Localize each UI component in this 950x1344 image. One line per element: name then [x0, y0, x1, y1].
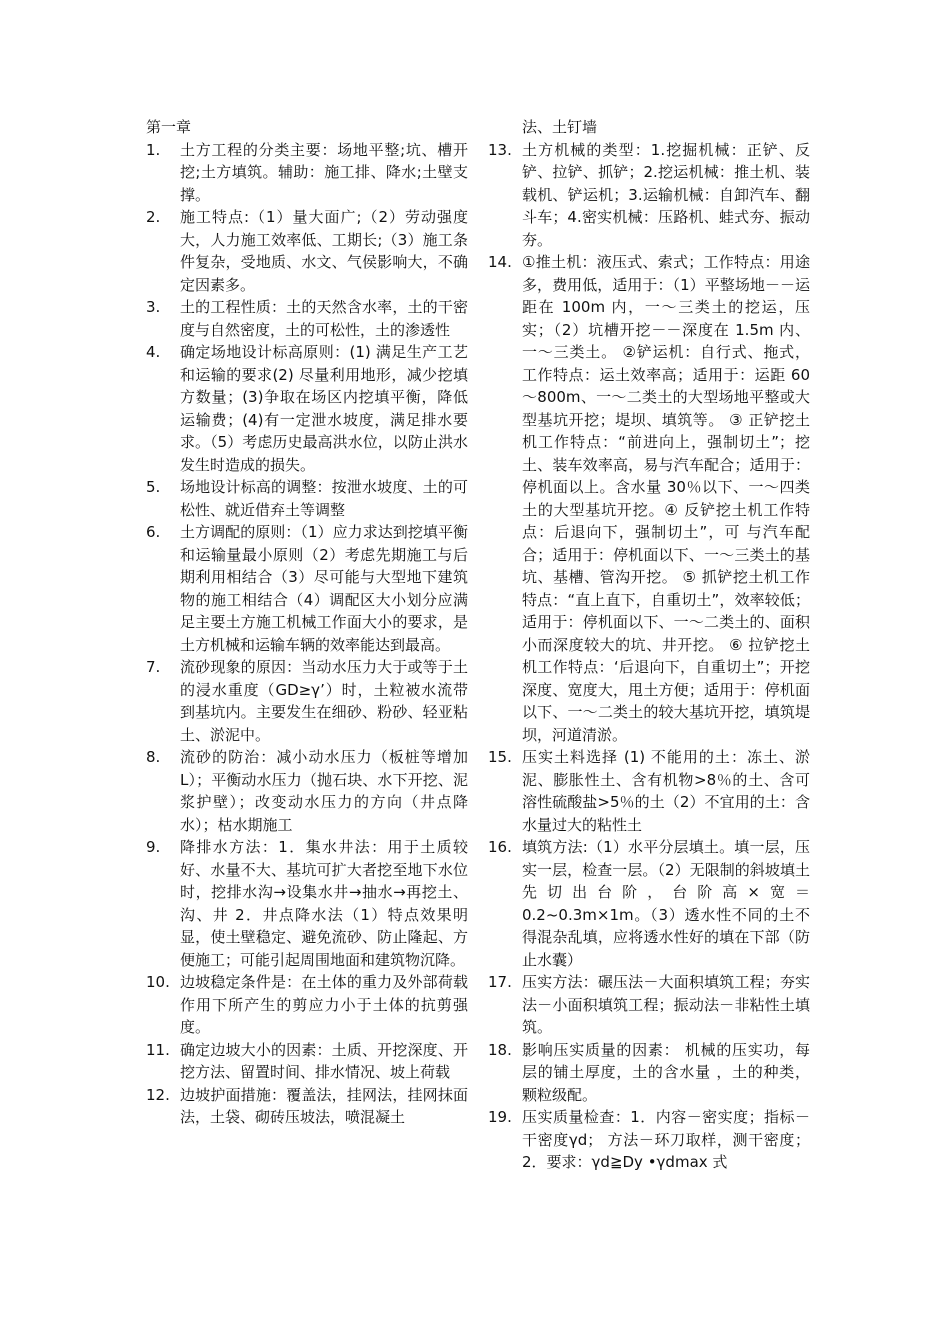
item-text: 压实土料选择 (1) 不能用的土：冻土、淤泥、膨胀性土、含有机物>8％的土、含可溶性硫酸盐>5％的土（2）不宜用的土：含水量过大的粘性土	[522, 748, 810, 834]
item-number: 5.	[146, 478, 161, 496]
list-item	[488, 836, 810, 971]
list-item	[488, 139, 810, 252]
list-item	[146, 139, 468, 207]
item-text: 压实方法：碾压法－大面积填筑工程；夯实法－小面积填筑工程；振动法－非粘性土填筑。	[522, 973, 810, 1036]
item-number: 14.	[488, 253, 512, 271]
item-text: 流砂现象的原因：当动水压力大于或等于土的浸水重度（GD≥γ’）时，土粒被水流带到基坑内。主要发生在细砂、粉砂、轻亚粘土、淤泥中。	[180, 658, 468, 744]
item-text: 场地设计标高的调整：按泄水坡度、土的可松性、就近借弃土等调整	[180, 478, 468, 519]
list-item	[146, 656, 468, 746]
item-text: 土方工程的分类主要：场地平整;坑、槽开挖;土方填筑。辅助：施工排、降水;土壁支撑。	[180, 140, 468, 204]
item-text: 土方机械的类型：1.挖掘机械：正铲、反铲、拉铲、抓铲；2.挖运机械：推土机、装载机、铲运机；3.运输机械：自卸汽车、翻斗车；4.密实机械：压路机、蛙式夯、振动夯。	[522, 140, 810, 249]
item-number: 15.	[488, 748, 512, 766]
item-text: 降排水方法：1．集水井法：用于土质较好、水量不大、基坑可扩大者挖至地下水位时，挖排水沟→设集水井→抽水→再挖土、沟、井 2．井点降水法（1）特点效果明显，使土壁稳定、避免流砂、防止隆起、方便施工；可能引起周围地面和建筑物沉降。	[180, 838, 468, 969]
list-item	[488, 1039, 810, 1107]
item-text: 流砂的防治：减小动水压力（板桩等增加 L）；平衡动水压力（抛石块、水下开挖、泥浆护壁）；改变动水压力的方向（井点降水）；枯水期施工	[180, 748, 468, 834]
item-number: 13.	[488, 140, 512, 159]
item-text: ①推土机：液压式、索式；工作特点：用途多，费用低，适用于：（1）平整场地－－运距在 100m 内，一～三类土的挖运，压实；（2）坑槽开挖－－深度在 1.5m 内、一～三类土。 ②铲运机：自行式、拖式，工作特点：运土效率高；适用于：运距 60～800m、一～二类土的大型场地平整或大型基坑开挖；堤坝、填筑等。 ③ 正铲挖土机工作特点：“前进向上，强制切土”；挖土、装车效率高，易与汽车配合；适用于：停机面以上。含水量 30％以下、一～四类土的大型基坑开挖。④ 反铲挖土机工作特点：后退向下，强制切土”，可 与汽车配合；适用于：停机面以下、一～三类土的基坑、基槽、管沟开挖。 ⑤ 抓铲挖土机工作特点：“直上直下，自重切土”，效率较低；适用于：停机面以下、一～二类土的、面积小而深度较大的坑、井开挖。 ⑥ 拉铲挖土机工作特点：‘后退向下，自重切土”；开挖深度、宽度大，甩土方便；适用于：停机面以下、一～二类土的较大基坑开挖，填筑堤坝，河道清淤。	[522, 253, 810, 744]
item-text: 边坡护面措施：覆盖法，挂网法，挂网抹面法，土袋、砌砖压坡法，喷混凝土	[180, 1085, 468, 1126]
left-column	[146, 116, 468, 1129]
item-number: 18.	[488, 1040, 512, 1059]
list-item	[488, 1106, 810, 1174]
list-item	[146, 521, 468, 656]
item-text: 确定边坡大小的因素：土质、开挖深度、开挖方法、留置时间、排水情况、坡上荷载	[180, 1040, 468, 1081]
item-text: 边坡稳定条件是：在土体的重力及外部荷载作用下所产生的剪应力小于土体的抗剪强度。	[180, 973, 468, 1036]
list-item	[146, 836, 468, 971]
continued-text: 法、土钉墙	[522, 118, 598, 136]
list-item	[488, 251, 810, 746]
list-item	[146, 1084, 468, 1129]
list-item	[146, 206, 468, 296]
item-text: 填筑方法:（1）水平分层填土。填一层，压实一层，检查一层。（2）无限制的斜坡填土 先切出台阶，台阶高×宽＝0.2~0.3m×1m。（3）透水性不同的土不得混杂乱填，应将透水性好的填在下部（防止水囊）	[522, 838, 810, 969]
list-item	[146, 341, 468, 476]
right-column	[488, 116, 810, 1174]
list-item	[146, 476, 468, 521]
item-number: 4.	[146, 343, 161, 361]
list-item	[488, 746, 810, 836]
item-text: 土的工程性质：土的天然含水率，土的干密度与自然密度，土的可松性，土的渗透性	[180, 298, 468, 339]
item-number: 8.	[146, 748, 161, 766]
item-number: 3.	[146, 298, 161, 316]
list-item	[146, 1039, 468, 1084]
item-number: 6.	[146, 523, 161, 541]
item-number: 7.	[146, 658, 161, 676]
item-number: 19.	[488, 1108, 512, 1126]
item-text: 压实质量检查：1．内容－密实度；指标－干密度γd； 方法－环刀取样，测干密度；2．要求：γd≧Dy •γdmax 式	[522, 1108, 810, 1171]
list-item	[488, 971, 810, 1039]
item-text: 施工特点:（1）量大面广;（2）劳动强度大，人力施工效率低、工期长;（3）施工条件复杂，受地质、水文、气侯影响大，不确定因素多。	[180, 208, 468, 294]
item-text: 土方调配的原则：（1）应力求达到挖填平衡和运输量最小原则（2）考虑先期施工与后期利用相结合（3）尽可能与大型地下建筑物的施工相结合（4）调配区大小划分应满足主要土方施工机械工作面大小的要求，是土方机械和运输车辆的效率能达到最高。	[180, 523, 468, 654]
right-item-list	[488, 139, 810, 1174]
item-number: 11.	[146, 1040, 170, 1059]
item-number: 9.	[146, 838, 161, 856]
item-text: 确定场地设计标高原则：(1) 满足生产工艺和运输的要求(2) 尽量利用地形，减少挖填方数量；(3)争取在场区内挖填平衡，降低运输费；(4)有一定泄水坡度，满足排水要求。（5）考虑历史最高洪水位，以防止洪水发生时造成的损失。	[180, 343, 468, 474]
list-item	[146, 746, 468, 836]
list-item	[146, 971, 468, 1039]
item-number: 16.	[488, 838, 512, 856]
item-number: 10.	[146, 973, 170, 991]
list-item	[146, 296, 468, 341]
chapter-title: 第一章	[146, 118, 192, 136]
item-text: 影响压实质量的因素： 机械的压实功，每层的铺土厚度，土的含水量 ，土的种类，颗粒级配。	[522, 1040, 810, 1104]
left-item-list	[146, 139, 468, 1129]
item-number: 17.	[488, 973, 512, 991]
item-number: 1.	[146, 140, 161, 159]
item-number: 2.	[146, 208, 161, 226]
item-number: 12.	[146, 1085, 170, 1104]
